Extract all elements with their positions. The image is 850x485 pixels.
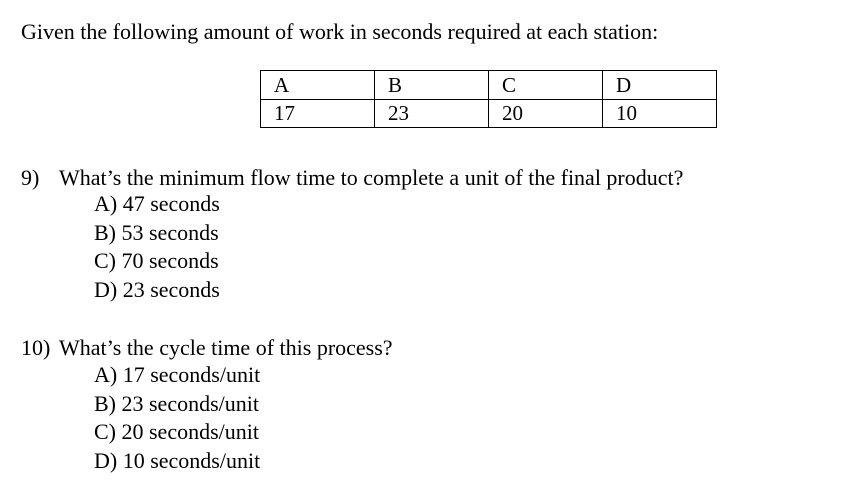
intro-text: Given the following amount of work in seconds required at each station: [21, 19, 659, 44]
question-text: What’s the minimum flow time to complete a unit of the final product? [59, 165, 684, 190]
answer-choice: C) 20 seconds/unit [94, 419, 259, 444]
question-10 [21, 334, 393, 362]
question-10-choices [94, 361, 260, 475]
table-row [261, 100, 717, 128]
question-9-choices [94, 190, 220, 304]
answer-choice: D) 10 seconds/unit [94, 447, 261, 473]
table-header-row [261, 71, 717, 100]
table-header-cell: D [603, 71, 717, 100]
question-number: 9) [21, 165, 40, 190]
table-cell: 17 [261, 100, 375, 128]
answer-choice: B) 53 seconds [94, 219, 219, 245]
answer-choice: C) 70 seconds [94, 248, 219, 273]
table-cell: 23 [375, 100, 489, 128]
question-number: 10) [21, 335, 51, 360]
table-header-cell: C [489, 71, 603, 100]
question-9 [21, 164, 683, 192]
answer-choice: A) 17 seconds/unit [94, 362, 261, 387]
table-header-cell: A [261, 71, 375, 100]
question-text: What’s the cycle time of this process? [59, 335, 393, 360]
table-cell: 10 [603, 100, 717, 128]
station-work-table [260, 70, 717, 128]
answer-choice: B) 23 seconds/unit [94, 390, 259, 416]
table-cell: 20 [489, 100, 603, 128]
table-header-cell: B [375, 71, 489, 100]
answer-choice: A) 47 seconds [94, 191, 220, 216]
answer-choice: D) 23 seconds [94, 276, 220, 302]
